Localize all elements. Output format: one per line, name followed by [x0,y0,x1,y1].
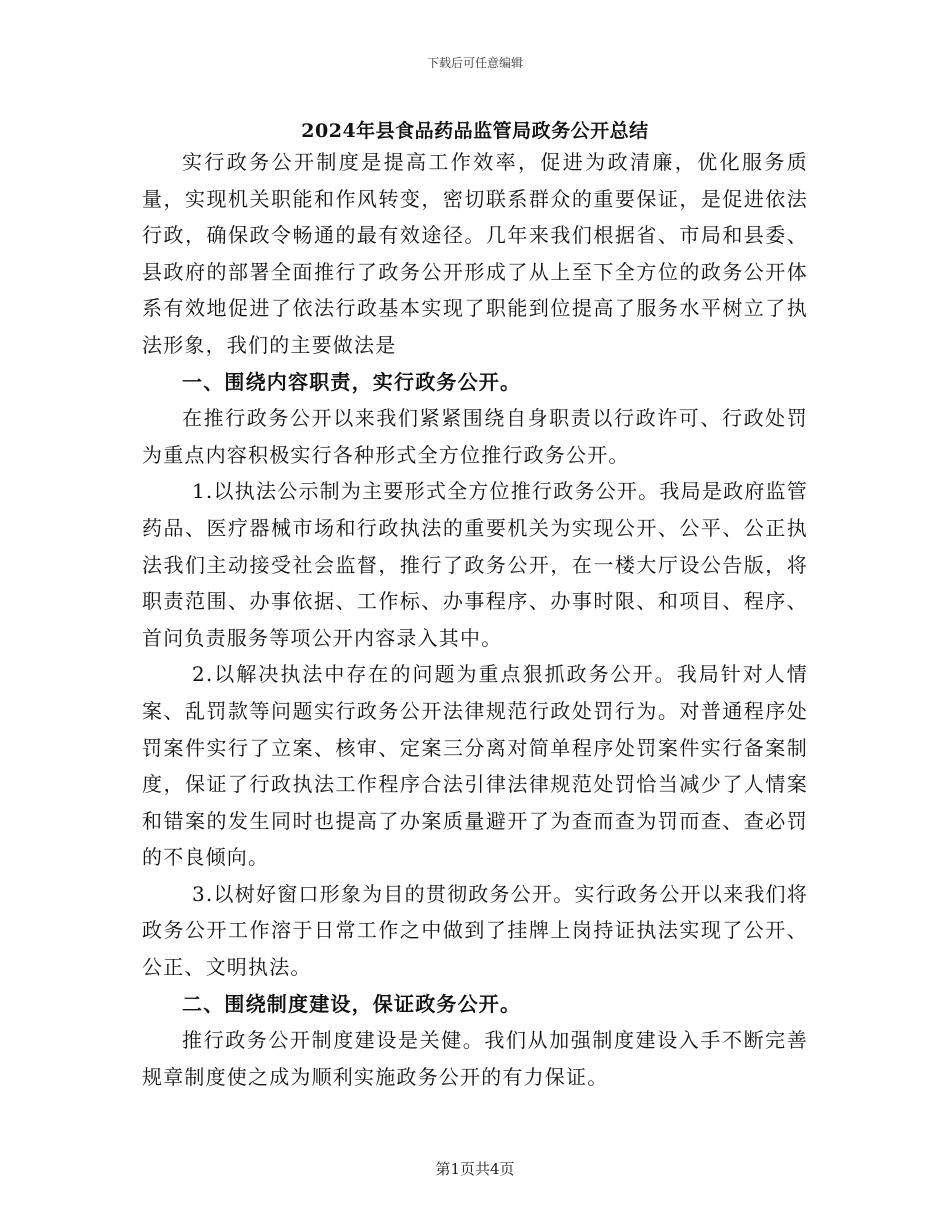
section-2-paragraph: 推行政务公开制度建设是关健。我们从加强制度建设入手不断完善规章制度使之成为顺利实施政务公开的有力保证。 [142,1028,808,1089]
section-1-item-2: 2.以解决执法中存在的问题为重点狠抓政务公开。我局针对人情案、乱罚款等问题实行政务公开法律规范行政处罚行为。对普通程序处罚案件实行了立案、核审、定案三分离对简单程序处罚案件实行备案制度，保证了行政执法工作程序合法引律法律规范处罚恰当减少了人情案和错案的发生同时也提高了办案质量避开了为查而查为罚而查、查必罚的不良倾向。 [142,662,808,870]
section-1-heading: 一、围绕内容职责，实行政务公开。 [182,369,522,394]
document-title: 2024年县食品药品监管局政务公开总结 [301,120,649,142]
section-1-item-3: 3.以树好窗口形象为目的贯彻政务公开。实行政务公开以来我们将政务公开工作溶于日常工作之中做到了挂牌上岗持证执法实现了公开、公正、文明执法。 [142,881,808,980]
section-1-paragraph: 在推行政务公开以来我们紧紧围绕自身职责以行政许可、行政处罚为重点内容积极实行各种形式全方位推行政务公开。 [142,406,808,467]
section-2-heading: 二、围绕制度建设，保证政务公开。 [182,991,522,1016]
page-number: 第1页共4页 [435,1160,515,1178]
intro-paragraph: 实行政务公开制度是提高工作效率，促进为政清廉，优化服务质量，实现机关职能和作风转变，密切联系群众的重要保证，是促进依法行政，确保政令畅通的最有效途径。几年来我们根据省、市局和县委、县政府的部署全面推行了政务公开形成了从上至下全方位的政务公开体系有效地促进了依法行政基本实现了职能到位提高了服务水平树立了执法形象，我们的主要做法是 [142,150,808,357]
document-body [142,144,808,1095]
section-1-item-1: 1.以执法公示制为主要形式全方位推行政务公开。我局是政府监管药品、医疗器械市场和行政执法的重要机关为实现公开、公平、公正执法我们主动接受社会监督，推行了政务公开，在一楼大厅设公告版，将职责范围、办事依据、工作标、办事程序、办事时限、和项目、程序、首问负责服务等项公开内容录入其中。 [142,479,808,650]
header-note: 下载后可任意编辑 [426,56,523,70]
